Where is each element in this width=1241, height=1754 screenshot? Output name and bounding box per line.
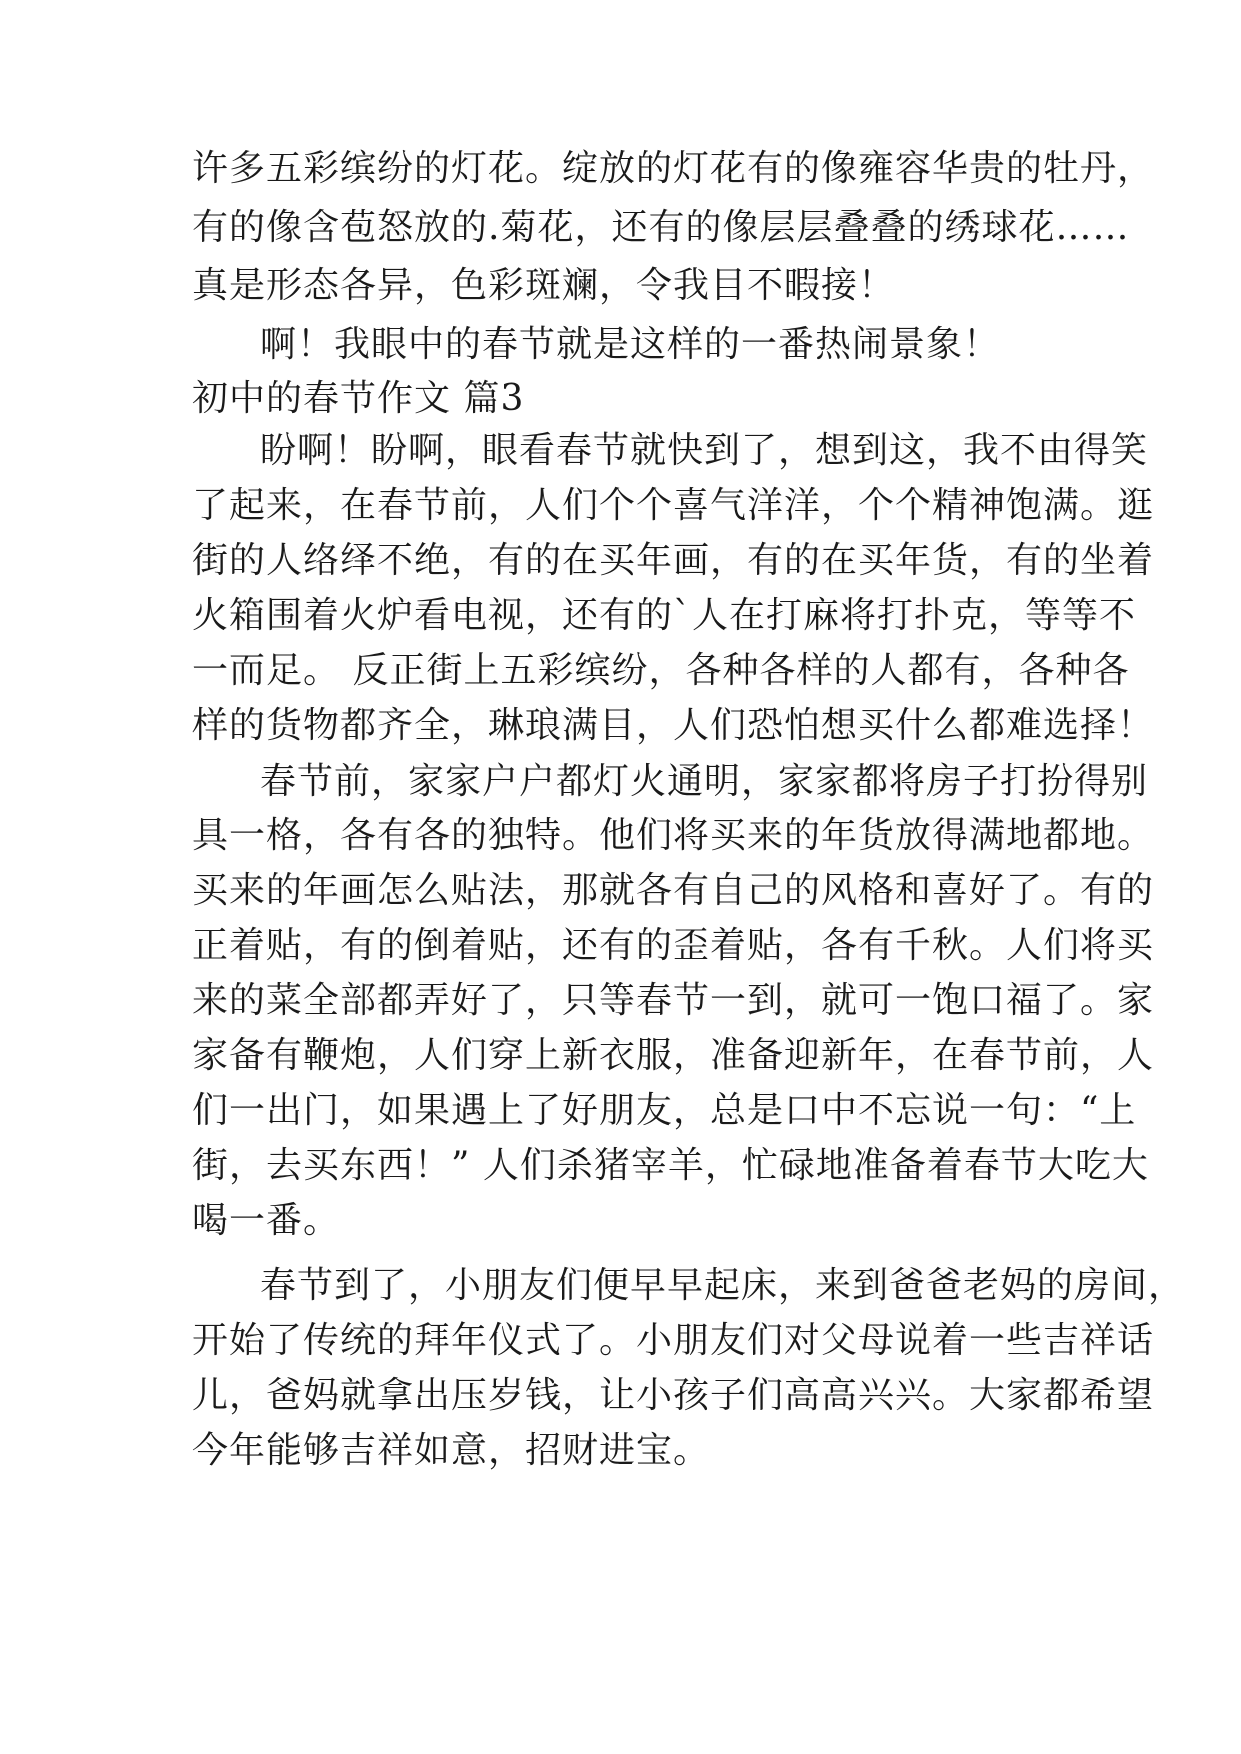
paragraph-line: 正着贴，有的倒着贴，还有的歪着贴，各有千秋。人们将买 bbox=[192, 925, 1155, 966]
paragraph-line: 街，去买东西！” 人们杀猪宰羊，忙碌地准备着春节大吃大 bbox=[192, 1145, 1149, 1186]
paragraph-line: 春节前，家家户户都灯火通明，家家都将房子打扮得别 bbox=[260, 761, 1149, 802]
paragraph-line: 火箱围着火炉看电视，还有的`人在打麻将打扑克，等等不 bbox=[192, 595, 1137, 636]
paragraph-line: 一而足。 反正街上五彩缤纷，各种各样的人都有，各种各 bbox=[192, 650, 1130, 691]
paragraph-line: 们一出门，如果遇上了好朋友，总是口中不忘说一句：“上 bbox=[192, 1090, 1137, 1131]
section-heading: 初中的春节作文 篇3 bbox=[192, 378, 525, 419]
paragraph-line: 儿，爸妈就拿出压岁钱，让小孩子们高高兴兴。大家都希望 bbox=[192, 1375, 1155, 1416]
paragraph-line: 喝一番。 bbox=[192, 1200, 341, 1241]
paragraph-line: 啊！我眼中的春节就是这样的一番热闹景象！ bbox=[260, 324, 1001, 365]
paragraph-line: 盼啊！盼啊，眼看春节就快到了，想到这，我不由得笑 bbox=[260, 430, 1149, 471]
paragraph-line: 样的货物都齐全，琳琅满目，人们恐怕想买什么都难选择！ bbox=[192, 705, 1155, 746]
paragraph-line: 真是形态各异，色彩斑斓，令我目不暇接！ bbox=[192, 265, 896, 306]
paragraph-line: 了起来，在春节前，人们个个喜气洋洋，个个精神饱满。逛 bbox=[192, 485, 1155, 526]
paragraph-line: 今年能够吉祥如意，招财进宝。 bbox=[192, 1430, 711, 1471]
paragraph-line: 春节到了，小朋友们便早早起床，来到爸爸老妈的房间， bbox=[260, 1265, 1186, 1306]
paragraph-line: 家备有鞭炮，人们穿上新衣服，准备迎新年，在春节前，人 bbox=[192, 1035, 1155, 1076]
paragraph-line: 开始了传统的拜年仪式了。小朋友们对父母说着一些吉祥话 bbox=[192, 1320, 1155, 1361]
paragraph-line: 买来的年画怎么贴法，那就各有自己的风格和喜好了。有的 bbox=[192, 870, 1155, 911]
paragraph-line: 街的人络绎不绝，有的在买年画，有的在买年货，有的坐着 bbox=[192, 540, 1155, 581]
paragraph-line: 许多五彩缤纷的灯花。绽放的灯花有的像雍容华贵的牡丹， bbox=[192, 148, 1155, 189]
paragraph-line: 有的像含苞怒放的.菊花，还有的像层层叠叠的绣球花…… bbox=[192, 207, 1130, 248]
paragraph-line: 具一格，各有各的独特。他们将买来的年货放得满地都地。 bbox=[192, 815, 1155, 856]
paragraph-line: 来的菜全部都弄好了，只等春节一到，就可一饱口福了。家 bbox=[192, 980, 1155, 1021]
